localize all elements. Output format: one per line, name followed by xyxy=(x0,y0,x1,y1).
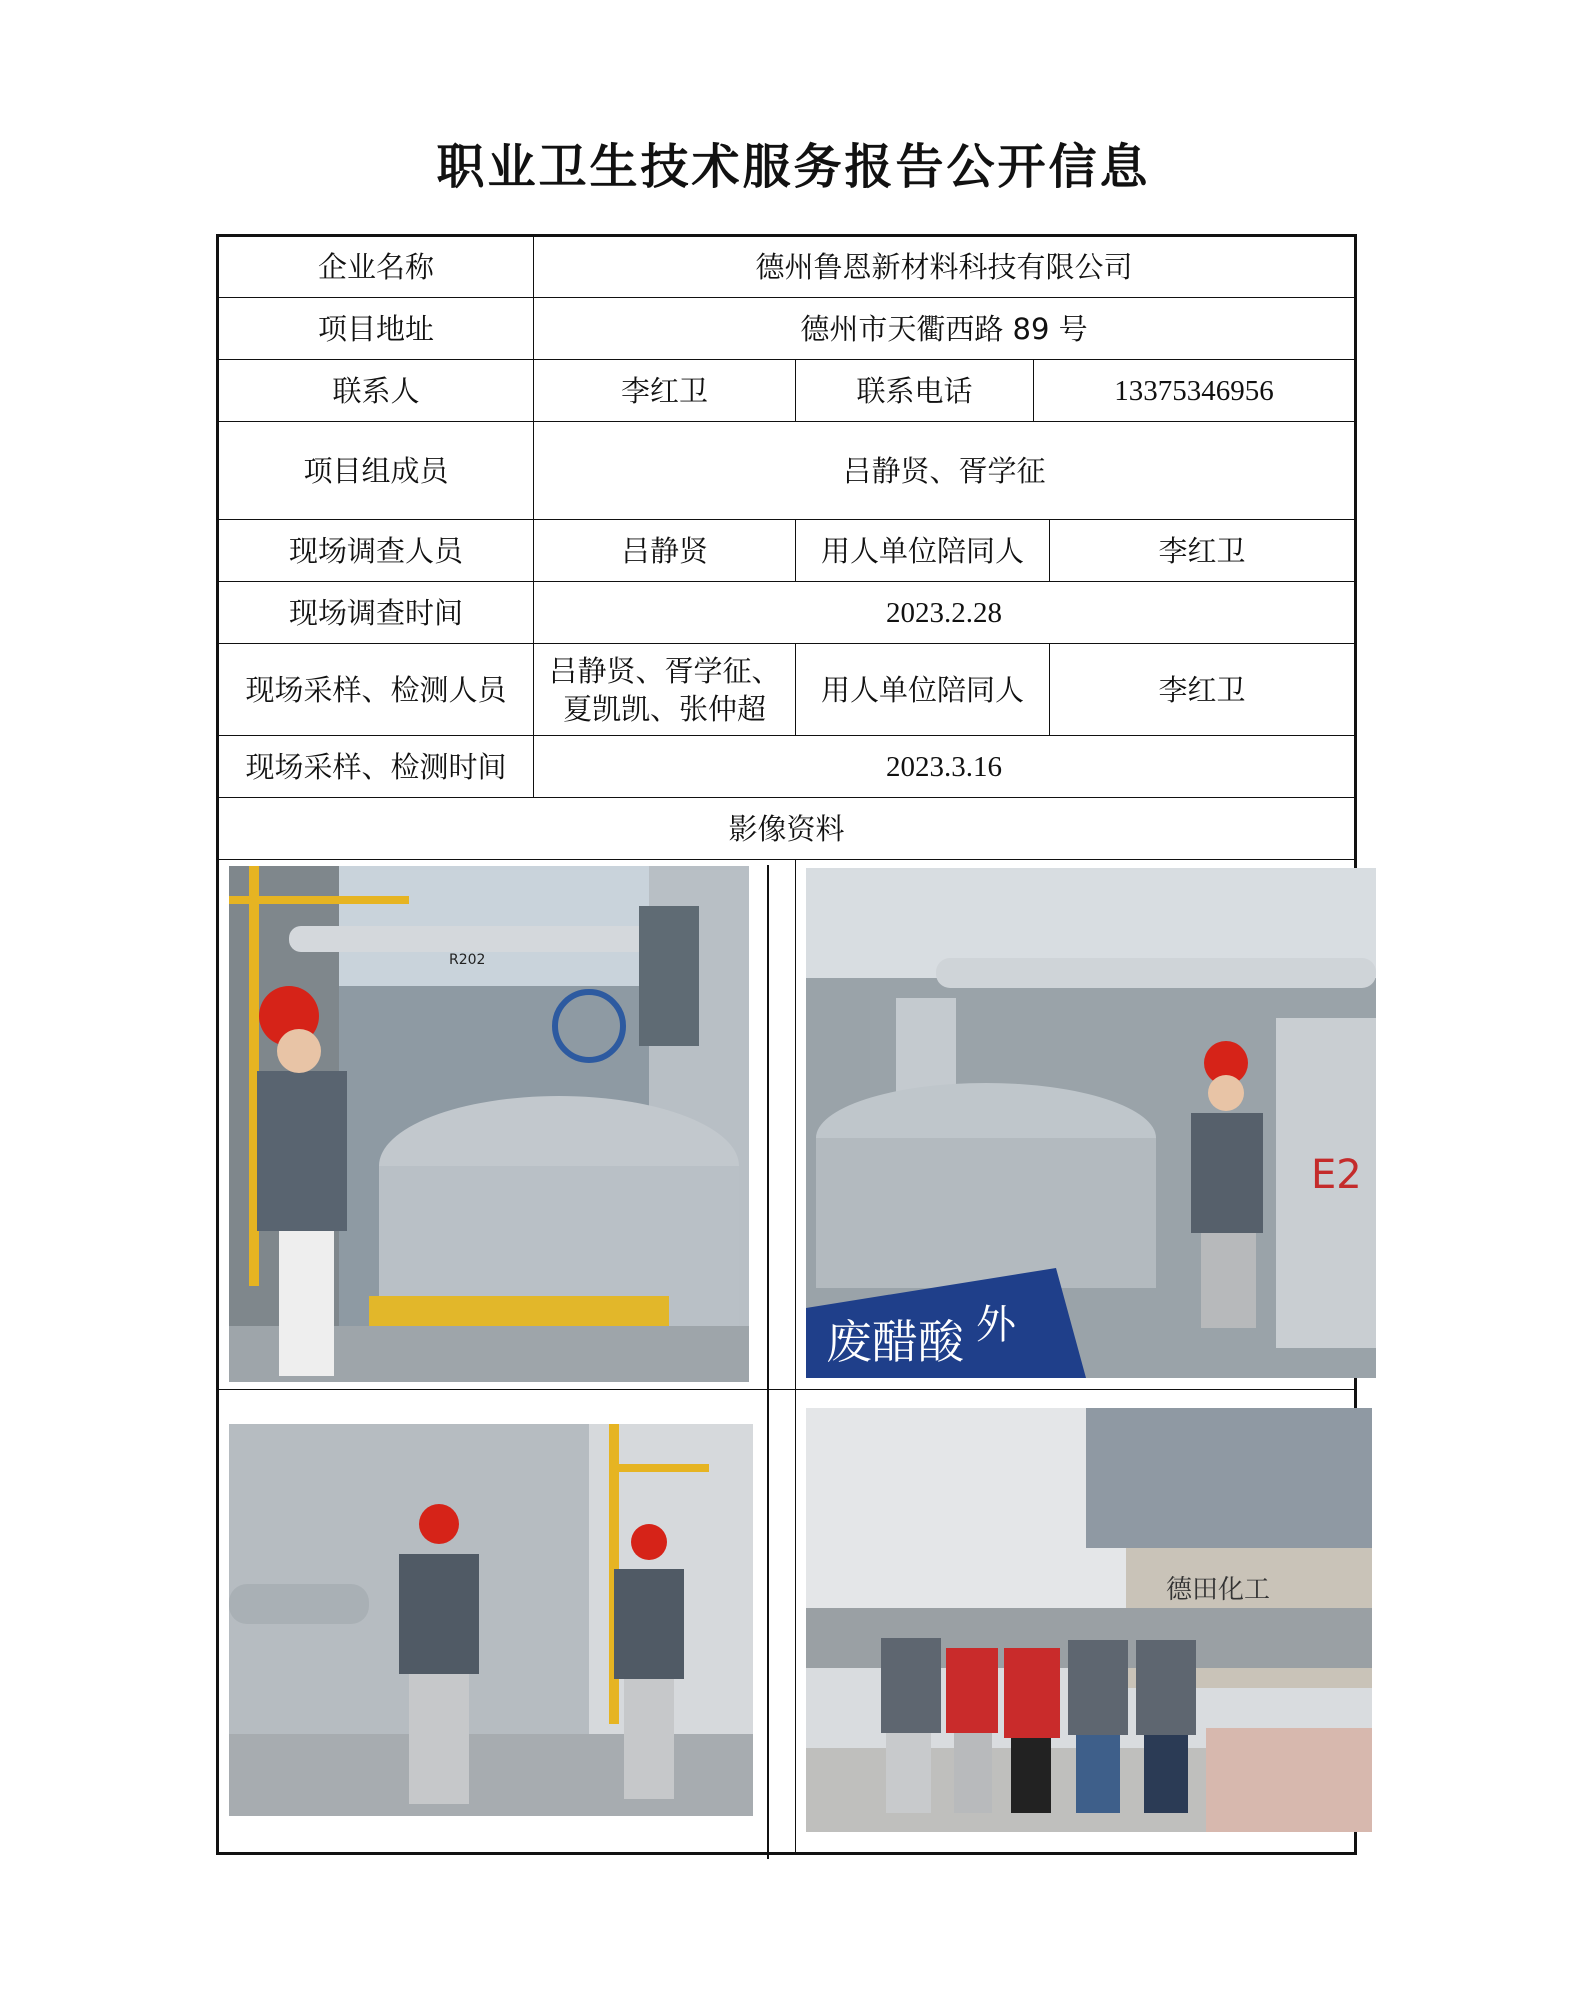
photo-group-at-gate xyxy=(806,1408,1372,1832)
sampling-time-label: 现场采样、检测时间 xyxy=(218,736,534,798)
row-members xyxy=(218,422,1356,520)
contact-value: 李红卫 xyxy=(534,360,796,422)
escort-label-2: 用人单位陪同人 xyxy=(796,644,1050,736)
photo-divider xyxy=(767,865,769,1859)
row-company xyxy=(218,236,1356,298)
survey-people-label: 现场调查人员 xyxy=(218,520,534,582)
sampling-people-value xyxy=(534,644,796,736)
phone-label: 联系电话 xyxy=(796,360,1034,422)
members-label: 项目组成员 xyxy=(218,422,534,520)
photo-two-technicians-at-tank xyxy=(229,1424,753,1816)
survey-time-value: 2023.2.28 xyxy=(534,582,1356,644)
escort-label-1: 用人单位陪同人 xyxy=(796,520,1050,582)
address-value: 德州市天衢西路 89 号 xyxy=(534,298,1356,360)
contact-label: 联系人 xyxy=(218,360,534,422)
images-label: 影像资料 xyxy=(218,798,1356,860)
row-sampling-people xyxy=(218,644,1356,736)
escort-value-1: 李红卫 xyxy=(1050,520,1356,582)
row-photos-bottom xyxy=(218,1390,1356,1854)
page-title: 职业卫生技术服务报告公开信息 xyxy=(436,139,1151,195)
tank-label: E2 xyxy=(1311,1152,1362,1198)
photo-technician-beside-vessel xyxy=(806,868,1376,1378)
escort-value-2: 李红卫 xyxy=(1050,644,1356,736)
survey-people-value: 吕静贤 xyxy=(534,520,796,582)
row-survey-people xyxy=(218,520,1356,582)
address-label: 项目地址 xyxy=(218,298,534,360)
row-images-header xyxy=(218,798,1356,860)
photo-cell-3 xyxy=(218,1390,796,1854)
sign-text-1: 废醋酸 xyxy=(826,1315,964,1369)
row-address xyxy=(218,298,1356,360)
info-table xyxy=(216,234,1362,1855)
photo-cell-1 xyxy=(218,860,796,1390)
row-survey-time xyxy=(218,582,1356,644)
sampling-time-value: 2023.3.16 xyxy=(534,736,1356,798)
row-sampling-time xyxy=(218,736,1356,798)
survey-time-label: 现场调查时间 xyxy=(218,582,534,644)
company-label: 企业名称 xyxy=(218,236,534,298)
photo-cell-4 xyxy=(796,1390,1356,1854)
company-value: 德州鲁恩新材料科技有限公司 xyxy=(534,236,1356,298)
sign-text-2: 外 xyxy=(976,1302,1016,1348)
gate-sign-text: 德田化工 xyxy=(1166,1575,1271,1605)
sampling-people-line-1: 吕静贤、胥学征、 xyxy=(548,653,781,688)
sampling-people-line-2: 夏凯凯、张仲超 xyxy=(562,691,766,726)
photo-cell-2 xyxy=(796,860,1362,1390)
row-contact xyxy=(218,360,1356,422)
photo-technician-measuring-reactor xyxy=(229,866,749,1382)
pipe-label: R202 xyxy=(449,952,486,968)
members-value: 吕静贤、胥学征 xyxy=(534,422,1356,520)
sampling-people-label: 现场采样、检测人员 xyxy=(218,644,534,736)
phone-value: 13375346956 xyxy=(1034,360,1356,422)
row-photos-top xyxy=(218,860,1356,1390)
